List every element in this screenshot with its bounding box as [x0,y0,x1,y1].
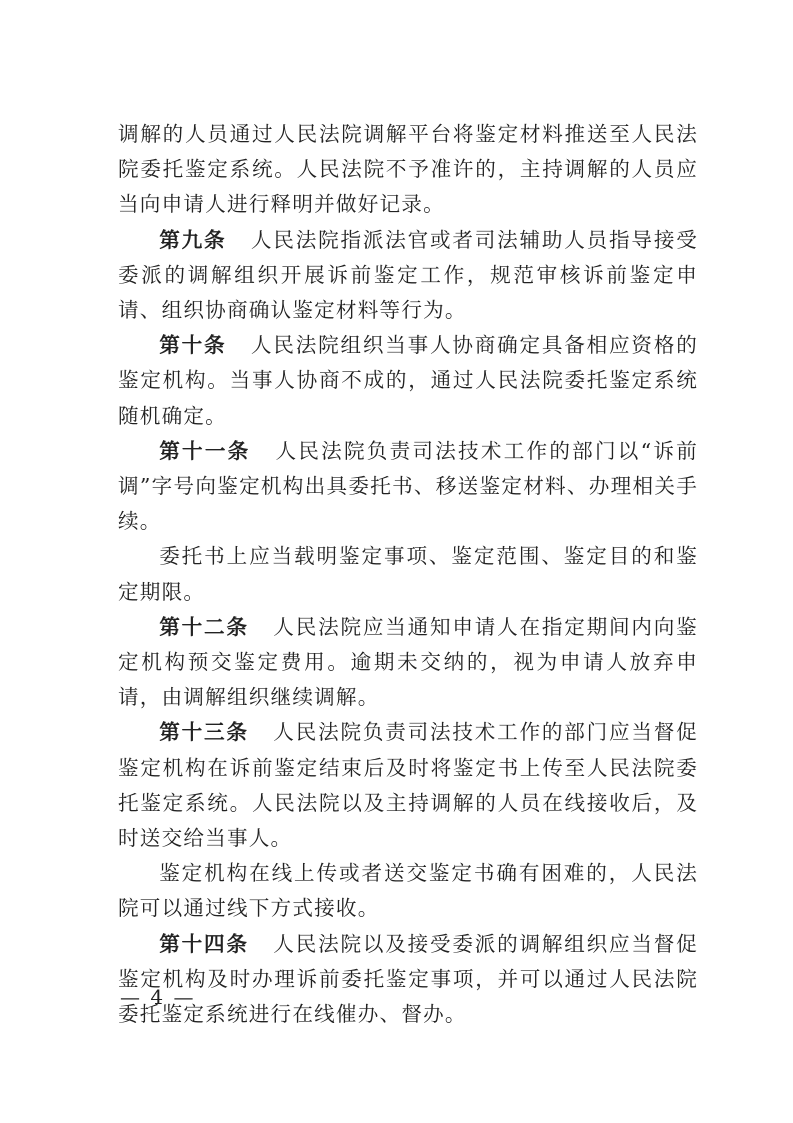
article-text: 人民法院应当通知申请人在指定期间内向鉴定机构预交鉴定费用。逾期未交纳的，视为申请人放弃申请，由调解组织继续调解。 [118,614,698,710]
article-text: 人民法院以及接受委派的调解组织应当督促鉴定机构及时办理诉前委托鉴定事项，并可以通过人民法院委托鉴定系统进行在线催办、督办。 [118,931,698,1027]
paragraph [118,117,698,223]
paragraph-text: 调解的人员通过人民法院调解平台将鉴定材料推送至人民法院委托鉴定系统。人民法院不予准许的，主持调解的人员应当向申请人进行释明并做好记录。 [118,122,698,217]
article-13 [118,715,698,856]
article-heading: 第十三条 [159,720,249,745]
article-heading: 第十四条 [159,931,249,956]
article-11 [118,434,698,540]
article-12 [118,610,698,716]
article-heading: 第十条 [159,333,227,358]
article-heading: 第十二条 [159,614,249,639]
page-number: — 4 — [120,985,196,1009]
article-heading: 第十一条 [159,438,251,463]
paragraph-text: 鉴定机构在线上传或者送交鉴定书确有困难的，人民法院可以通过线下方式接收。 [118,861,698,921]
article-text: 人民法院组织当事人协商确定具备相应资格的鉴定机构。当事人协商不成的，通过人民法院委托鉴定系统随机确定。 [118,333,698,428]
article-9 [118,223,698,329]
paragraph [118,856,698,926]
paragraph [118,539,698,609]
article-heading: 第九条 [159,227,227,252]
article-14 [118,927,698,1033]
document-body [118,117,698,1032]
article-10 [118,328,698,434]
article-text: 人民法院负责司法技术工作的部门以“诉前调”字号向鉴定机构出具委托书、移送鉴定材料、办理相关手续。 [118,438,698,534]
article-text: 人民法院指派法官或者司法辅助人员指导接受委派的调解组织开展诉前鉴定工作，规范审核诉前鉴定申请、组织协商确认鉴定材料等行为。 [118,227,698,323]
paragraph-text: 委托书上应当载明鉴定事项、鉴定范围、鉴定目的和鉴定期限。 [118,544,698,604]
article-text: 人民法院负责司法技术工作的部门应当督促鉴定机构在诉前鉴定结束后及时将鉴定书上传至人民法院委托鉴定系统。人民法院以及主持调解的人员在线接收后，及时送交给当事人。 [118,720,698,851]
